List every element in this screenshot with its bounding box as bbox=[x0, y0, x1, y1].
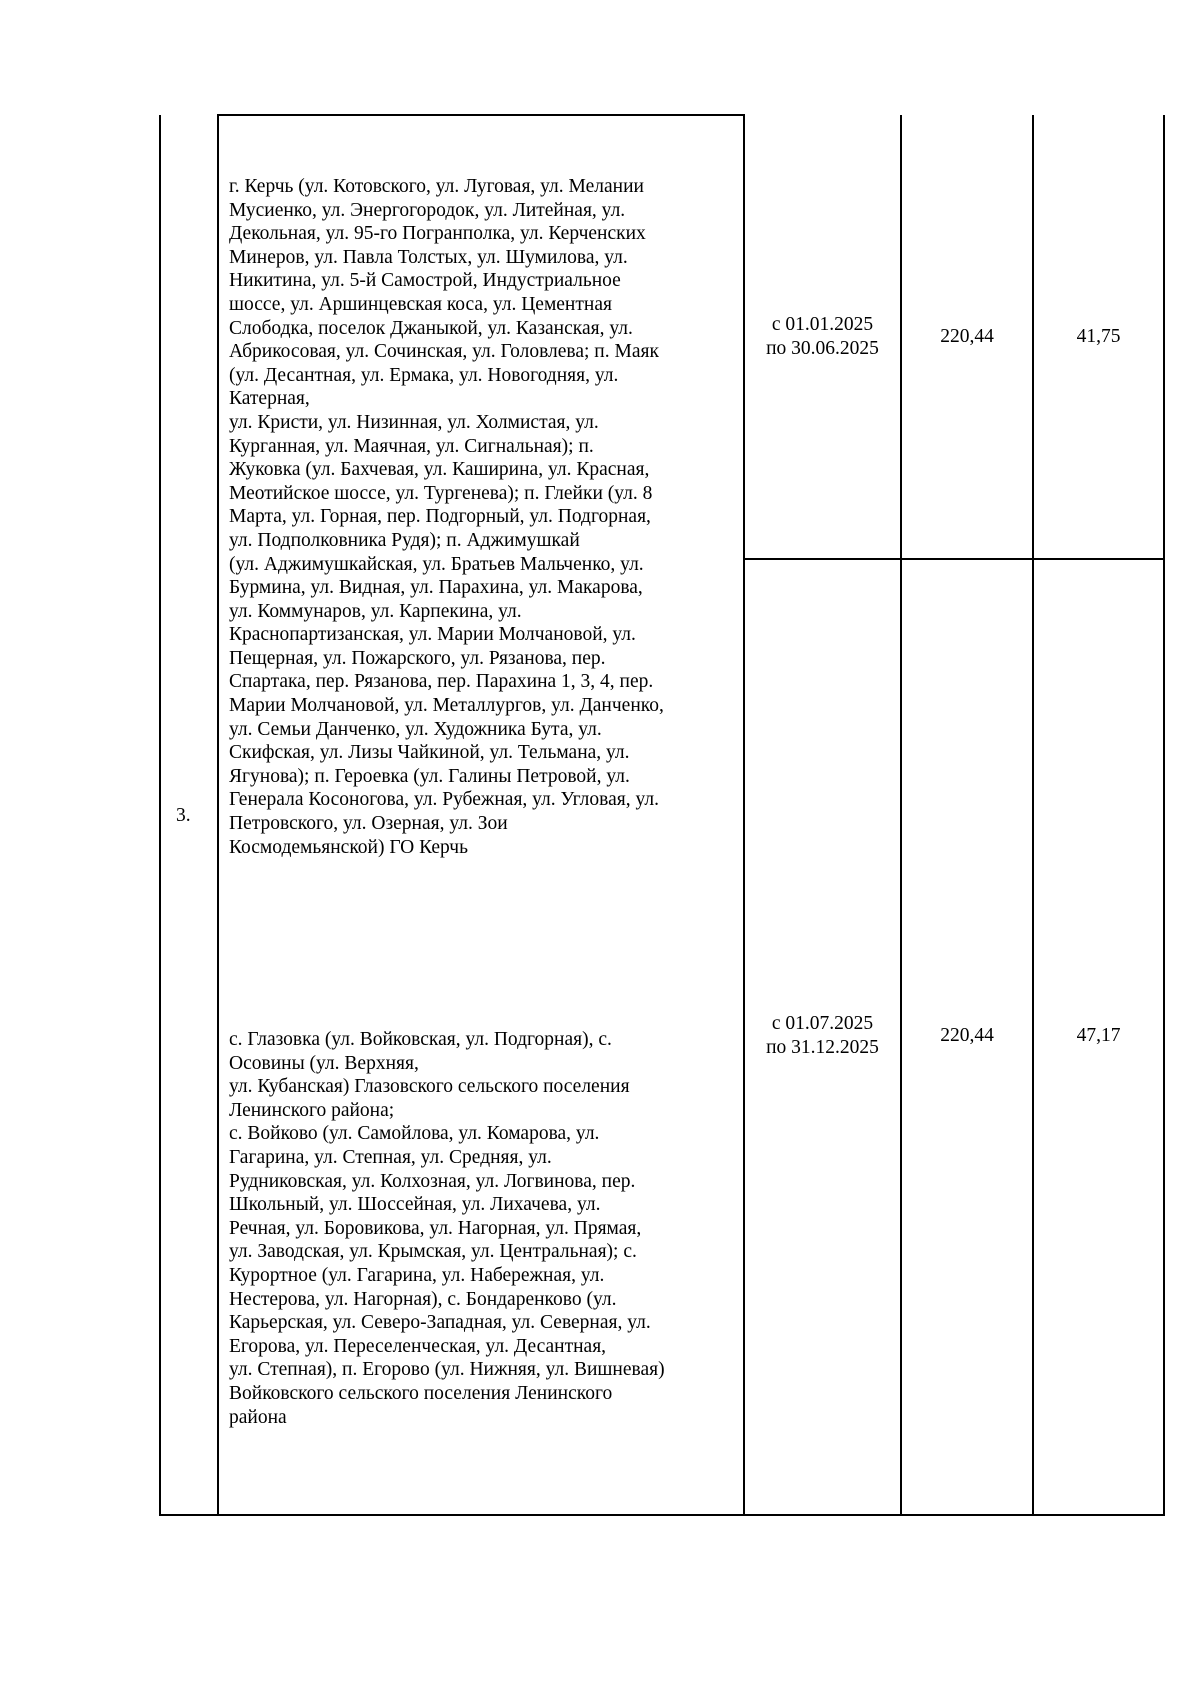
table-border-period-split bbox=[743, 558, 1165, 560]
addresses-leninsky: с. Глазовка (ул. Войковская, ул. Подгорная), с. Осовины (ул. Верхняя, ул. Кубанская) Глазовского сельского поселения Ленинского района; с. Войково (ул. Самойлова, ул. Комарова, ул. Гагарина, ул. Степная, ул. Средняя, ул. Рудниковская, ул. Колхозная, ул. Логвинова, пер. Школьный, ул. Шоссейная, ул. Лихачева, ул. Речная, ул. Боровикова, ул. Нагорная, ул. Прямая, ул. Заводская, ул. Крымская, ул. Центральная); с. Курортное (ул. Гагарина, ул. Набережная, ул. Нестерова, ул. Нагорная), с. Бондаренково (ул. Карьерская, ул. Северо-Западная, ул. Северная, ул. Егорова, ул. Переселенческая, ул. Десантная, ул. Степная), п. Егорово (ул. Нижняя, ул. Вишневая) Войковского сельского поселения Ленинского района bbox=[229, 1029, 665, 1428]
table-border-top-address bbox=[217, 114, 745, 116]
table-border-bottom bbox=[159, 1514, 1165, 1516]
period-1-value1: 220,44 bbox=[940, 326, 994, 347]
table-border-left bbox=[159, 115, 161, 1515]
table-border-col1 bbox=[217, 115, 219, 1515]
period-2-dates: с 01.07.2025 по 31.12.2025 bbox=[766, 1013, 879, 1058]
period-1-value2: 41,75 bbox=[1076, 326, 1121, 347]
period-2-value2: 47,17 bbox=[1076, 1025, 1121, 1046]
table-border-right bbox=[1163, 115, 1165, 1515]
addresses-kerch: г. Керчь (ул. Котовского, ул. Луговая, ул. Мелании Мусиенко, ул. Энергогородок, ул. Литейная, ул. Декольная, ул. 95-го Погранполка, ул. Керченских Минеров, ул. Павла Толстых, ул. Шумилова, ул. Никитина, ул. 5-й Самострой, Индустриальное шоссе, ул. Аршинцевская коса, ул. Цементная Слободка, поселок Джаныкой, ул. Казанская, ул. Абрикосовая, ул. Сочинская, ул. Головлева; п. Маяк (ул. Десантная, ул. Ермака, ул. Новогодняя, ул. Катерная, ул. Кристи, ул. Низинная, ул. Холмистая, ул. Курганная, ул. Маячная, ул. Сигнальная); п. Жуковка (ул. Бахчевая, ул. Каширина, ул. Красная, Меотийское шоссе, ул. Тургенева); п. Глейки (ул. 8 Марта, ул. Горная, пер. Подгорный, ул. Подгорная, ул. Подполковника Рудя); п. Аджимушкай (ул. Аджимушкайская, ул. Братьев Мальченко, ул. Бурмина, ул. Видная, ул. Парахина, ул. Макарова, ул. Коммунаров, ул. Карпекина, ул. Краснопартизанская, ул. Марии Молчановой, ул. Пещерная, ул. Пожарского, ул. Рязанова, пер. Спартака, пер. Рязанова, пер. Парахина 1, 3, 4, пер. Марии Молчановой, ул. Металлургов, ул. Данченко, ул. Семьи Данченко, ул. Художника Бута, ул. Скифская, ул. Лизы Чайкиной, ул. Тельмана, ул. Ягунова); п. Героевка (ул. Галины Петровой, ул. Генерала Косоногова, ул. Рубежная, ул. Угловая, ул. Петровского, ул. Озерная, ул. Зои Космодемьянской) ГО Керчь bbox=[229, 176, 664, 858]
period-1-dates: с 01.01.2025 по 30.06.2025 bbox=[766, 314, 879, 359]
period-2-value1: 220,44 bbox=[940, 1025, 994, 1046]
row-number: 3. bbox=[176, 805, 191, 826]
